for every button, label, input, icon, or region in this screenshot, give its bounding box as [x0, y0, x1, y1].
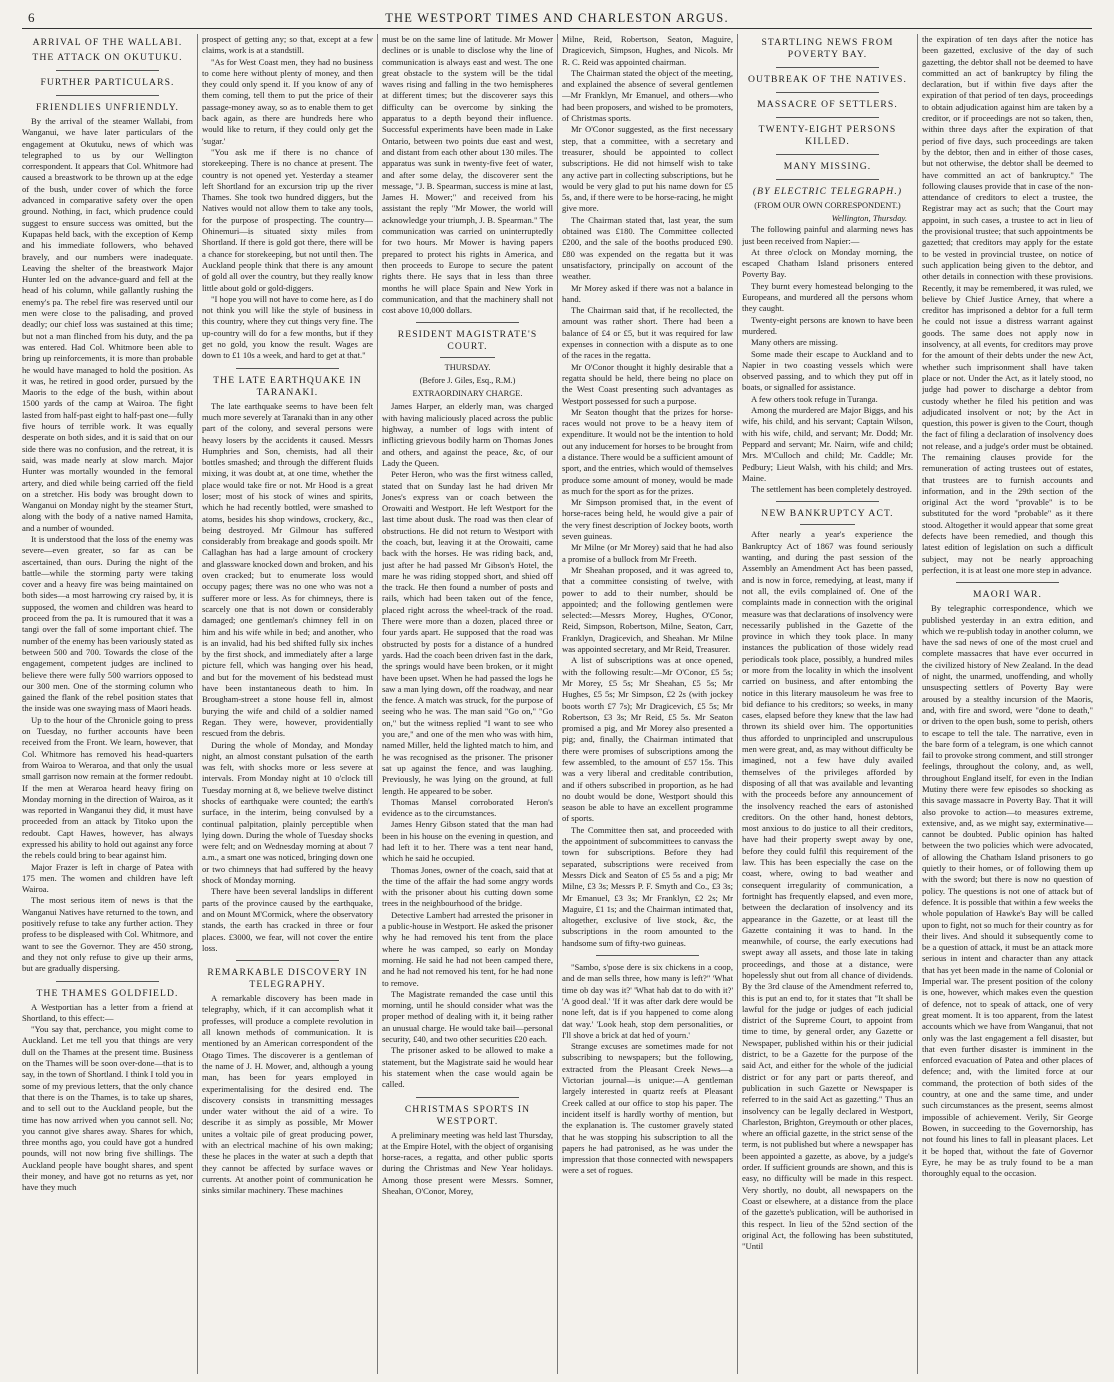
article-headline: THE LATE EARTHQUAKE IN TARANAKI. [213, 374, 362, 398]
article-headline: REMARKABLE DISCOVERY IN TELEGRAPHY. [207, 967, 368, 991]
column-rule [917, 34, 918, 1374]
column-4 [562, 34, 733, 1374]
article-paragraph: "Sambo, s'pose dere is six chickens in a coop, and de man sells three, how many is left?" 'What time ob day was it?' 'What hab dat to do with it?' 'A good deal.' 'If it was after dark dere would be none left, dat is if you happened to come along dat way.' 'Look heah, stop dem personalities, or I'll shove a brick at dat hed of yourn.' [562, 962, 733, 1040]
article-paragraph: The Chairman said that, if he recollected, the amount was rather short. There had been a balance of £4 or £5, but it was required for law expenses in connection with a dispute as to one of the races in the regatta. [562, 305, 733, 361]
article-paragraph: A Westportian has a letter from a friend at Shortland, to this effect:— [22, 1001, 193, 1023]
section-divider [56, 70, 159, 71]
article-subheading: EXTRAORDINARY CHARGE. [412, 389, 523, 399]
masthead [22, 10, 1092, 29]
article-paragraph: It is understood that the loss of the enemy was severe—even greater, so far as can be ascertained, than ours. During the night of the battle—while the storming party were taking cover and a heavy fire was being maintained on both sides—a most harrowing cry raised by, it is supposed, the women and children was heard to proceed from the pa. It is rumoured that it was a tangi over the fall of some important chief. The number of the enemy has been variously stated as between 500 and 700. Towards the close of the engagement, competent judges are inclined to believe there were fully 500 warriors opposed to our 300 men. One of the storming column who gained the flank of the rebel position states that the inside was one swaying mass of Maori heads. [22, 533, 193, 714]
article-paragraph: A few others took refuge in Turanga. [751, 393, 878, 404]
article-paragraph: Many others are missing. [751, 337, 838, 348]
section-divider [236, 960, 339, 961]
article-subheading: (Before J. Giles, Esq., R.M.) [419, 376, 516, 386]
article-headline: ARRIVAL OF THE WALLABI. [32, 37, 183, 48]
section-divider [776, 179, 879, 180]
page-number: 6 [28, 10, 35, 25]
article-paragraph: "As for West Coast men, they had no business to come here without plenty of money, and then they could only spend it. If you know of any of them coming, tell them to put the price of their passage-money away, so as to enable them to get back again, as there are hundreds here who would like to return, if they could only get the 'sugar.' [202, 56, 373, 146]
article-subheading: THURSDAY. [444, 363, 491, 373]
article-paragraph: The prisoner asked to be allowed to make a statement, but the Magistrate said he would hear his statement when the case would again be called. [382, 1045, 553, 1090]
article-paragraph: After nearly a year's experience the Bankruptcy Act of 1867 was found seriously wanting, and during the past session of the Assembly an Amendment Act has been passed, and is now in force, remedying, at least, many if not all, the evils complained of. One of the complaints made in connection with the original measure was that declarations of insolvency were necessarily published in the Gazette of the province in which they took place. In many instances the publication of those widely read periodicals took place, possibly, a hundred miles or more from the locality in which the insolvent carried on business, and after entombing the notice in this literary mausoleum he was free to bid defiance to his creditors; so weeks, in many cases, elapsed before they knew that the law had thrown its shield over him. The opportunities thus afforded to unprincipled and unscrupulous men were great, and, as may without difficulty be imagined, not a few have duly availed themselves of the privileges afforded by disposing of all that was available and levanting with the proceeds before any announcement of the insolvency reached the ears of astonished creditors. On the other hand, honest debtors, most anxious to do justice to all their creditors, have had their property swept away by one, before they could fulfil this requirement of the law. This has been especially the case on the coast, where, owing to bad weather and consequent irregularity of communication, a fortnight has frequently elapsed, and even more, between the declaration of insolvency and its appearance in the Gazette, or at least till the Gazette containing it was to hand. In the meanwhile, of course, the early executions had swept away all assets, and those late in taking proceedings, and those at a distance, were hopelessly shut out from all chance of dividends. By the 3rd clause of the Amendment referred to, this is put an end to, for it states that "It shall be lawful for the judge or judges of each judicial district of the Supreme Court, to appoint from time to time, by general order, any Gazette or Newspaper, published within his or their judicial district, to be a Gazette for the purpose of the said Act, and either for the whole of the judicial district or for any part or parts thereof, and publication in such Gazette or Newspaper is referred to in the said Act as gazetting." Thus an insolvency can be legally declared in Westport, Charleston, Brighton, Greymouth or other places, where an official gazette, in the strict sense of the term, is not published but where a newspaper has been appointed a gazette, as above, by a judge's order. If sufficient grounds are shown, and this is easy, no difficulty will be made in this respect. Very shortly, no doubt, all newspapers on the Coast or elsewhere, at a distance from the place of the gazette's publication, will be authorised in this respect. In lieu of the 52nd section of the original Act, the following has been substituted, "Until [742, 529, 913, 1252]
section-divider [776, 154, 879, 155]
article-paragraph: They burnt every homestead belonging to the Europeans, and murdered all the persons whom they caught. [742, 280, 913, 314]
column-rule [197, 34, 198, 1374]
column-2 [202, 34, 373, 1374]
section-divider [416, 322, 519, 323]
section-divider [56, 981, 159, 982]
article-paragraph: "You say that, perchance, you might come to Auckland. Let me tell you that things are very dull on the Thames at the present time. Business on the Thames will be soon over-done—that is to say, in the town of Shortland. I think I told you in some of my previous letters, that the only chance that there is on the Thames, is to take up shares, and to sell out to the Auckland people, but the time has now arrived when you cannot sell. No; you cannot give shares away. Shares for which, three months ago, you could have got a hundred pounds, will not now bring five shillings. The Auckland people have bought shares, and spent their money, and have got no returns as yet, nor have they much [22, 1024, 193, 1193]
article-paragraph: Detective Lambert had arrested the prisoner in a public-house in Westport. He asked the prisoner why he had removed his tent from the place where he was camped, so early on Monday morning. He said he had not been camped there, and he had not removed his tent, for he had none to remove. [382, 909, 553, 988]
columns [22, 34, 1094, 1374]
article-paragraph: must be on the same line of latitude. Mr Mower declines or is unable to disclose why the line of communication is always east and west. The one great obstacle to the system will be the tidal waves rising and falling in the two hemispheres at different times; but the discoverer says this difficulty can be overcome by sinking the apparatus to a depth beyond their influence. Successful experiments have been made in Lake Ontario, between two points due east and west, and distant from each other about 130 miles. The apparatus was sunk in twenty-five feet of water, and after some delay, the discoverer sent the message, "J. B. Spearman, success is mine at last, James H. Mower;" and received from his assistant the reply "Mr Mower, the world will acknowledge your triumph, J. B. Spearman." The communication was carried on uninterruptedly for two hours. Mr Mower is having papers prepared to protect his rights in America, and then proceeds to Europe to secure the patent rights there. He says that in less than three months he will place Spain and New York in communication, and that the machinery shall not cost above 10,000 dollars. [382, 34, 553, 316]
article-paragraph: Up to the hour of the Chronicle going to press on Tuesday, no further accounts have been received from the Front. We learn, however, that Col. Whitmore has removed his head-quarters from Wairoa to Weraroa, and that only the usual small garrison now remain at the former redoubt. If the men at Weraroa heard heavy firing on Monday morning in the direction of Wairoa, as it was reported in Wanganui they did, it must have proceeded from an attack by Titoko upon the redoubt. Capt Hawes, however, has always expressed his ability to hold out against any force the rebels could bring to bear against him. [22, 714, 193, 861]
article-paragraph: At three o'clock on Monday morning, the escaped Chatham Island prisoners entered Poverty Bay. [742, 246, 913, 280]
article-paragraph: The following painful and alarming news has just been received from Napier:— [742, 224, 913, 246]
article-paragraph: By the arrival of the steamer Wallabi, from Wanganui, we have later particulars of the engagement at Okutuku, news of which was telegraphed to us by our Wellington correspondent. It appears that Col. Whitmore had caused a breastwork to be thrown up at the edge of the bush, under cover of which the force advanced in comparative safety over the open ground. Nothing, in fact, which prudence could suggest to ensure success was omitted, but the Kupapas held back, with the exception of Kemp and his immediate followers, who behaved bravely, and our numbers were inadequate. Leaving the shelter of the breastwork Major Hunter led on the advance-guard and fell at the head of his column, while gallantly rushing the enemy's pa. The rebel fire was reserved until our men were close to the palisading, and proved deadly; our chief loss was sustained at this time; but not a man flinched from his duty, and the pa was entered. Had Col. Whitmore been able to bring up reinforcements, it is more than probable he would have managed to hold the position. As it was, he retired in good order, pursued by the Maoris to the edge of the bush, within about 1500 yards of the camp at Wairoa. The fight lasted from half-past eight to half-past one—fully five hours of terrible work. It was equally desperate on both sides, and it is said that on our side there was no confusion, and the retreat, it is said, was made nearly at slow march. Major Hunter was mortally wounded in the femoral artery, and died while being carried off the field on a stretcher. His body was brought down to Wanganui on Monday night by the steamer Sturt, along with the body of a native named Hamita, and a number of wounded. [22, 116, 193, 533]
article-paragraph: Twenty-eight persons are known to have been murdered. [742, 314, 913, 336]
article-paragraph: Thomas Jones, owner of the coach, said that at the time of the affair the had some angry words with the prisoner about his cutting down some trees in the neighbourhood of the bridge. [382, 864, 553, 909]
newspaper-title: THE WESTPORT TIMES AND CHARLESTON ARGUS. [385, 11, 729, 25]
article-paragraph: The Committee then sat, and proceeded with the appointment of subcommittees to canvass the town for subscriptions. Before they had separated, subscriptions were received from Messrs Dick and Seaton of £5 5s and a pig; Mr Milne, £3 3s; Messrs P. F. Smyth and Co., £3 3s; Mr Emanuel, £3 3s; Mr Franklyn, £2 2s; Mr Maguire, £1 1s; and the Chairman intimated that, altogether, exclusive of live stock, &c, the subscriptions in the room amounted to the handsome sum of fifty-two guineas. [562, 824, 733, 948]
article-paragraph: The Chairman stated that, last year, the sum obtained was £180. The Committee collected £200, and the sale of the booths produced £90. £80 was expended on the regatta but it was unsatisfactory, principally on account of the weather. [562, 214, 733, 282]
section-divider [416, 1097, 519, 1098]
article-paragraph: A list of subscriptions was at once opened, with the following result:—Mr O'Conor, £5 5s; Mr Morey, £5 5s; Mr Sheahan, £5 5s; Mr Hughes, £5 5s; Mr Simpson, £2 2s (with jockey boots worth £7 7s); Mr Dragicevich, £5 5s; Mr Robertson, £3 3s; Mr Reid, £5 5s. Mr Seaton promised a pig, and Mr Morey also presented a pig; and, finally, the Chairman intimated that there were promises of subscriptions among the few assembled, to the amount of £57 15s. This was a very liberal and creditable contribution, and if others subscribed in proportion, as he had no doubt would be done, Westport should this season be able to have an excellent programme of sports. [562, 655, 733, 824]
article-paragraph: Some made their escape to Auckland and to Napier in two coasting vessels which were observed passing, and to which they put off in boats, or signalled for assistance. [742, 348, 913, 393]
article-paragraph: "I hope you will not have to come here, as I do not think you will like the style of business in this country, where they cut things very fine. The up-country will do for a few months, but if they get no gold, you know the result. Wages are down to £1 10s a week, and hard to get at that." [202, 293, 373, 361]
article-headline: OUTBREAK OF THE NATIVES. [748, 74, 907, 85]
article-subheading: (FROM OUR OWN CORRESPONDENT.) [754, 201, 901, 210]
section-divider [956, 582, 1059, 583]
article-headline: THE THAMES GOLDFIELD. [36, 987, 179, 999]
section-divider [236, 368, 339, 369]
article-paragraph: During the whole of Monday, and Monday night, an almost constant pulsation of the earth was felt, with shocks more or less severe at intervals. From Monday night at 10 o'clock till Tuesday morning at 8, we believe twelve distinct shocks of earthquake were counted; the earth's surface, in the interim, being convulsed by a continual palpitation, plainly perceptible when lying down. During the whole of Tuesday shocks were felt; and on Wednesday morning at about 7 a.m., a smart one was noticed, bringing down one or two chimneys that had suffered by the heavy shock of Monday morning. [202, 739, 373, 886]
article-headline: RESIDENT MAGISTRATE'S COURT. [397, 329, 538, 353]
section-divider [596, 955, 699, 956]
column-rule [377, 34, 378, 1374]
dateline: Wellington, Thursday. [831, 213, 907, 223]
article-paragraph: By telegraphic correspondence, which we published yesterday in an extra edition, and which we re-publish today in another column, we have the sad news of one of the most cruel and complete massacres that have ever occurred in the civilized history of New Zealand. In the dead of night, the unarmed, unoffending, and wholly unsuspecting settlers of Poverty Bay were aroused by a stealthy incursion of the Maoris, and, with fire and sword, were "done to death," or driven to the open bush, some to perish, others to escape to tell the tale. The narrative, even in the bare form of a telegram, is one which cannot fail to provoke strong comment, and still stronger feelings, throughout the colony, and, as well, throughout England itself, for even in the Indian Mutiny there were few episodes so shocking as this savage massacre in Poverty Bay. That it will also provoke to action—to measures extreme, extensive, and, as we might say, exterminative—cannot be doubted. Public opinion has halted between the two policies which were advocated, of allowing the Chatham Island prisoners to go quietly to their homes, or of following them up with the sword; but there is now no question of policy. The questions is not one of attack but of defence. It is possible that within a few weeks the whole population of Hawke's Bay will be called upon to fight, not so much for their country as for their lives. And should it subsequently come to be a question of attack, it must be an attack more serious in intent and character than any attack that has yet been made in the name of Colonial or Imperial war. The present position of the colony is one, however, which makes even the question of defence, not to speak of attack, one of very great moment. It is too apparent, from the latest accounts which we have from Wanganui, that not only was the last engagement a fell disaster, but that even further disaster is imminent in the enforced evacuation of Patea and other places of defence; and, with the limited force at our command, the protection of both sides of the country, at one and the same time, and under such circumstances as the present, seems almost impossible of achievement. Verily, Sir George Bowen, in succeeding to the Governorship, has not found his lines to fall in pleasant places. Let it be hoped that, without the fate of Governor Eyre, he may be as truly found to be a man thoroughly equal to the occasion. [922, 603, 1093, 1179]
article-paragraph: There have been several landslips in different parts of the province caused by the earthquake, and on Mount M'Cormick, where the observatory stands, the earth has cracked in three or four places. £3000, we fear, will not cover the entire loss. [202, 886, 373, 953]
column-5 [742, 34, 913, 1374]
article-paragraph: Mr O'Conor suggested, as the first necessary step, that a committee, with a secretary and treasurer, should be appointed to collect subscriptions. He did not himself wish to take any active part in collecting subscriptions, but he would be very glad to put his name down for £5 5s, and, if there were to be horse-racing, he might give more. [562, 124, 733, 214]
article-paragraph: Mr Seaton thought that the prizes for horse-races would not prove to be a heavy item of expenditure. It would not be the intention to hold out any inducement for horses to be brought from a distance. There would be a sufficient amount of sport, and the entries, which would of themselves produce some amount of money, would be made as much for the sport as for the prizes. [562, 406, 733, 496]
article-paragraph: Major Frazer is left in charge of Patea with 175 men. The women and children have left Wairoa. [22, 861, 193, 895]
article-paragraph: Milne, Reid, Robertson, Seaton, Maguire, Dragicevich, Simpson, Hughes, and Nicols. Mr R. C. Reid was appointed chairman. [562, 34, 733, 67]
article-paragraph: prospect of getting any; so that, except at a few claims, work is at a standstill. [202, 34, 373, 56]
article-paragraph: Mr Simpson promised that, in the event of horse-races being held, he would give a pair of the very finest description of Jockey boots, worth seven guineas. [562, 497, 733, 542]
section-divider [440, 357, 495, 358]
article-headline: CHRISTMAS SPORTS IN WESTPORT. [404, 1103, 531, 1127]
article-paragraph: The settlement has been completely destroyed. [751, 484, 912, 495]
column-rule [737, 34, 738, 1374]
article-headline: MAORI WAR. [973, 589, 1042, 601]
column-rule [557, 34, 558, 1374]
article-paragraph: "You ask me if there is no chance of storekeeping. There is no chance at present. The country is not opened yet. Yesterday a steamer left Shortland for an excursion trip up the river Thames. She took two hundred diggers, but the Natives would not allow them to take any tools, for the purpose of prospecting. The country—Ohinemuri—is situated sixty miles from Shortland. If there is gold got there, there will be a chance for storekeeping, but not until then. The Auckland people think that there is any amount of gold all over the country, but they really know little about gold or gold-diggers. [202, 146, 373, 293]
article-paragraph: the expiration of ten days after the notice has been gazetted, exclusive of the day of such gazetting, the debtor shall not be deemed to have committed an act of bankruptcy by filing the declaration, but if within five days after the expiration of that period of ten days, proceedings to obtain adjudication against him are taken by a creditor, or if proceedings are not so taken, then, within three days after the expiration of that period of five days, such proceedings are taken by the debtor, then and in either of those cases, but not otherwise, the debtor shall be deemed to have committed an act of bankruptcy." The following clauses provide that in case of the non-attendance of creditors to elect a trustee, the Registrar may act as such; that the Court may appoint, in such cases, a trustee to act in lieu of the provisional trustee; that such appointments be gazetted; that creditors may apply for the estate to be vested in provincial trustee, on notice of such application being given to the debtor, and other details in connection with these provisions. Recently, it may be remembered, it was ruled, we believe by Chief Justice Arney, that where a creditor has imprisoned a debtor for a full term he could not issue a distress warrant against goods. The same does not apply now in insolvency, at all events, for creditors may prove for the amount of their debts under the new Act, whether such imprisonment shall have taken place or not. Under the Act, as it lately stood, no judge had power to discharge a debtor from custody whether he filed his petition and was adjudicated insolvent or not; by the Act in question, this power is given to the Court, though the fact of filing a declaration of insolvency does not release, and a judge's order must be obtained. The remaining clauses provide for the remuneration of acting trustees out of estates, that trustees are to furnish accounts and information, and in the 29th section of the original Act the word "provable" is to be substituted for the word "probable" as it there stood. Altogether it would appear that some great defects have been remedied, and though this latest edition of legislation on such a difficult subject, may not be nearly approaching perfection, it is at least one more step in advance. [922, 34, 1093, 575]
article-paragraph: Thomas Mansel corroborated Heron's evidence as to the circumstances. [382, 796, 553, 819]
article-headline: FURTHER PARTICULARS. [40, 77, 175, 88]
article-paragraph: Mr Morey asked if there was not a balance in hand. [562, 282, 733, 304]
article-paragraph: Mr Sheahan proposed, and it was agreed to, that a committee consisting of twelve, with power to add to their number, should be appointed; and the following gentlemen were selected:—Messrs Morey, Hughes, O'Conor, Reid, Simpson, Robertson, Milne, Seaton, Carr, Franklyn, Dragicevich, and Sheahan. Mr Milne was appointed secretary, and Mr Reid, Treasurer. [562, 564, 733, 655]
article-paragraph: Mr Milne (or Mr Morey) said that he had also a promise of a bullock from Mr Freeth. [562, 542, 733, 564]
article-headline: NEW BANKRUPTCY ACT. [761, 508, 894, 520]
article-headline: THE ATTACK ON OKUTUKU. [32, 52, 183, 63]
section-divider [776, 501, 879, 502]
article-paragraph: A preliminary meeting was held last Thursday, at the Empire Hotel, with the object of organising horse-races, a regatta, and other public sports during the Christmas and New Year holidays. Among those present were Messrs. Somner, Sheahan, O'Conor, Morey, [382, 1129, 553, 1197]
section-divider [776, 117, 879, 118]
article-headline: STARTLING NEWS FROM POVERTY BAY. [761, 37, 894, 60]
article-paragraph: The most serious item of news is that the Wanganui Natives have returned to the town, and positively refuse to take any further action. They profess to be displeased with Col. Whitmore, and want to see the Governor. They are 450 strong, and they not only refuse to give up their arms, but are gradually dispersing. [22, 895, 193, 974]
article-paragraph: Among the murdered are Major Biggs, and his wife, his child, and his servant; Captain Wilson, with his wife, child, and servant; Mr. Dodd; Mr. Peppard and servant; Mr. Nairn, wife and child; Mrs. M'Culloch and child; Mr. Caddle; Mr. Pedbury; Lieut Walsh, with his child; and Mrs. Maine. [742, 405, 913, 483]
article-paragraph: A remarkable discovery has been made in telegraphy, which, if it can accomplish what it professes, will produce a complete revolution in all known methods of communication. It is mentioned by an American correspondent of the Otago Times. The discoverer is a gentleman of the name of J. H. Mower, and, although a young man, has been for years employed in experimentalising for the desired end. The discovery consists in transmitting messages under water without the aid of a wire. To describe it as simply as possible, Mr Mower unites a voltaic pile of great producing power, with an electrical machine of his own making; these he places in the water at such a depth that they cannot be affected by surface waves or currents. At another point of communication he sinks similar machinery. These machines [202, 993, 373, 1196]
article-paragraph: The Magistrate remanded the case until this morning, until he should consider what was the proper method of dealing with it, it being rather an unusual charge. He would take bail—personal security, £40, and two other securities £20 each. [382, 988, 553, 1045]
article-paragraph: Mr O'Conor thought it highly desirable that a regatta should be held, there being no place on the West Coast presenting such advantages as Westport possessed for such a purpose. [562, 361, 733, 406]
article-paragraph: The late earthquake seems to have been felt much more severely at Taranaki than in any other part of the colony, and several persons were heavy losers by the accidents it caused. Messrs Humphries and Son, chemists, had all their bottles smashed; and through the different fluids mixing, it was doubt at, at one time, whether the place would take fire or not. Mr Hood is a great loser; most of his stock of wines and spirits, which he had recently bottled, were smashed to atoms, besides his shop windows, crockery, &c., being destroyed. Mr Gilmour has suffered considerably from breakage and goods spoilt. Mr Callaghan has had a large amount of crockery and glassware knocked down and broken, and his oven cracked; but to enumerate loss would occupy pages; there was no one who was not a sufferer more or less. As for chimneys, there is scarcely one that is not down or considerably damaged; one gentleman's chimney fell in on him and his wife while in bed; and another, who is an invalid, had his bed shifted fully six inches by the first shock, and immediately after a large picture fell, which was hanging over his head, and but for the movement of his bedstead must have been instantaneous death to him. In Brougham-street a stone house fell in, almost burying the wife and child of a soldier named Regan. They were, however, providentially rescued from the debris. [202, 400, 373, 739]
section-divider [800, 524, 855, 525]
article-headline: MASSACRE OF SETTLERS. [757, 99, 898, 110]
article-headline: FRIENDLIES UNFRIENDLY. [36, 102, 179, 113]
article-paragraph: James Henry Gibson stated that the man had been in his house on the evening in question, and had left it to her. There was a tent near hand, which he said he occupied. [382, 819, 553, 864]
article-headline: (BY ELECTRIC TELEGRAPH.) [752, 186, 903, 197]
article-paragraph: The Chairman stated the object of the meeting, and explained the absence of several gentlemen—Mr Franklyn, Mr Emanuel, and others—who had been proposers, and wished to be promoters, of Christmas sports. [562, 67, 733, 124]
article-headline: MANY MISSING. [783, 161, 872, 172]
article-paragraph: James Harper, an elderly man, was charged with having maliciously placed across the public highway, a number of logs with intent of inflicting grievous bodily harm on Thomas Jones and others, and against the peace, &c, of our Lady the Queen. [382, 401, 553, 468]
column-3 [382, 34, 553, 1374]
article-headline: TWENTY-EIGHT PERSONS KILLED. [758, 124, 897, 147]
section-divider [56, 95, 159, 96]
section-divider [776, 67, 879, 68]
article-paragraph: Strange excuses are sometimes made for not subscribing to newspapers; but the following, extracted from the Pleasant Creek News—a Victorian journal—is unique:—A gentleman largely interested in quartz reefs at Pleasant Creek called at our office to stop his paper. The incident itself is hardly worthy of mention, but the explanation is. The customer gravely stated that he was stopping his subscription to all the papers he had patronised, as he was under the impression that those connected with newspapers were a set of rogues. [562, 1041, 733, 1176]
column-1 [22, 34, 193, 1374]
article-paragraph: Peter Heron, who was the first witness called, stated that on Sunday last he had driven Mr Jones's express van or coach between the Orowaiti and Westport. He left Westport for the last time about dusk. The road was then clear of obstructions. He did not return to Westport with the coach, but, leaving it at the Orowaiti, came back with the horses. He was riding back, and, just after he had passed Mr Gibson's Hotel, the mare he was riding stopped short, and shied off the track. He then found a number of posts and rails, which had been taken out of the fence, placed right across the wheel-track of the road. There were more than a dozen, placed three or four yards apart. He supposed that the road was obstructed by posts for a distance of a hundred yards. Had the coach been driven fast in the dark, the springs would have been broken, or it might have been upset. When he had passed the logs he saw a man lying down, off the roadway, and near the fence. A match was struck, for the purpose of seeing who he was. The man said "Go on," "Go on," but the witness replied "I want to see who you are," and one of the men who was with him, named Miller, held the lighted match to him, and he was recognised as the prisoner. The prisoner sat up against the fence, and was laughing. Previously, he was lying on the ground, at full length. He appeared to be sober. [382, 469, 553, 796]
section-divider [776, 92, 879, 93]
column-6 [922, 34, 1093, 1374]
